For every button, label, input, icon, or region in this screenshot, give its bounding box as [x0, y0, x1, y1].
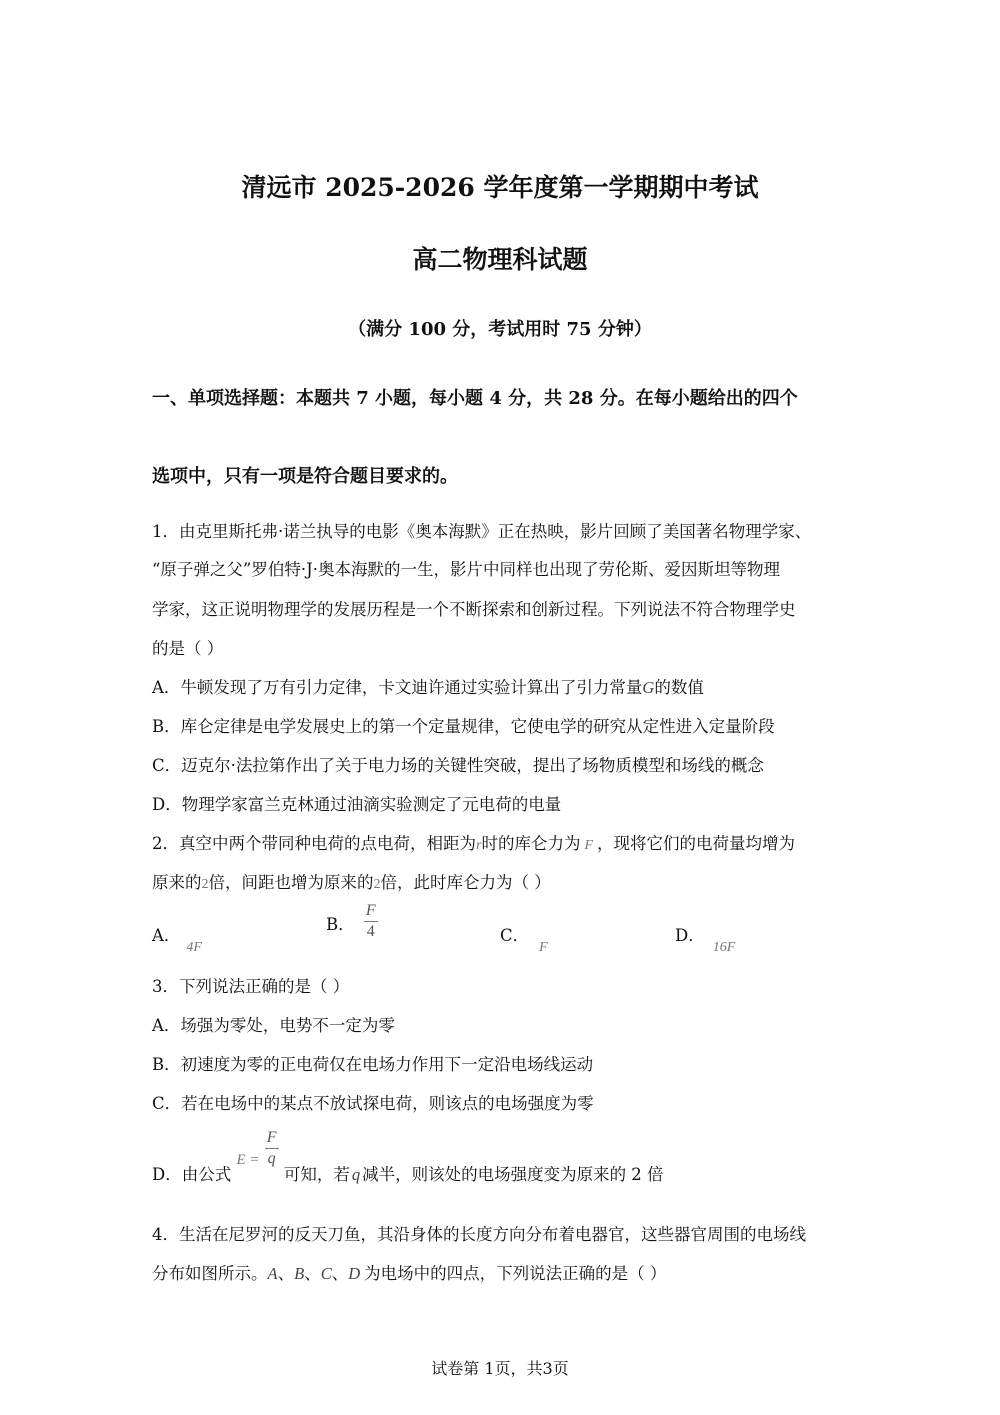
q2-text-f: 倍，此时库仑力为（ ） — [380, 873, 551, 892]
q1-option-b: B．库仑定律是电学发展史上的第一个定量规律，它使电学的研究从定性进入定量阶段 — [152, 717, 775, 736]
q3-option-d-mid: 可知，若 — [283, 1165, 350, 1184]
q4-point-D: D — [348, 1264, 361, 1283]
q4-point-B: B — [294, 1264, 305, 1283]
q4-sep-1: 、 — [277, 1264, 295, 1283]
q4-line1: 4．生活在尼罗河的反天刀鱼，其沿身体的长度方向分布着电器官，这些器官周围的电场线 — [152, 1225, 806, 1244]
q3-formula-fraction — [265, 1128, 279, 1169]
q1-option-c: C．迈克尔·法拉第作出了关于电力场的关键性突破，提出了场物质模型和场线的概念 — [152, 756, 764, 775]
q3-option-a: A．场强为零处，电势不一定为零 — [152, 1016, 395, 1035]
exam-title: 清远市 2025-2026 学年度第一学期期中考试 — [241, 173, 759, 202]
q3-formula-numerator: F — [265, 1128, 279, 1149]
q1-option-a-symbol: G — [642, 678, 655, 697]
q1-line2: “原子弹之父”罗伯特·J·奥本海默的一生，影片中同样也出现了劳伦斯、爱因斯坦等物理 — [152, 560, 780, 579]
q2-line2 — [152, 869, 551, 893]
q2-option-d-value: 16F — [712, 940, 736, 955]
page-footer: 试卷第 1页，共3页 — [431, 1359, 569, 1378]
q2-number-2: 2 — [373, 877, 381, 892]
q2-option-a — [152, 922, 202, 955]
q2-option-c — [500, 922, 548, 955]
q2-option-b-denominator: 4 — [366, 923, 375, 940]
q3-symbol-q: q — [351, 1165, 361, 1184]
q3-option-d-text: D．由公式 — [152, 1165, 232, 1184]
q2-option-d-label: D． — [675, 926, 705, 945]
q4-point-C: C — [320, 1264, 332, 1283]
q2-text-c: ，现将它们的电荷量均增为 — [597, 834, 796, 853]
section-heading-line2: 选项中，只有一项是符合题目要求的。 — [152, 466, 458, 487]
q4-line2 — [152, 1260, 666, 1284]
q1-line3: 学家，这正说明物理学的发展历程是一个不断探索和创新过程。下列说法不符合物理学史 — [152, 600, 796, 619]
q3-formula-lhs: E = — [236, 1152, 260, 1168]
q3-option-d-tail: 减半，则该处的电场强度变为原来的 2 倍 — [362, 1165, 664, 1184]
q2-symbol-F: F — [584, 838, 594, 853]
q2-number-1: 2 — [201, 877, 209, 892]
q1-line1: 1．由克里斯托弗·诺兰执导的电影《奥本海默》正在热映，影片回顾了美国著名物理学家、 — [152, 522, 812, 541]
q2-option-c-label: C． — [500, 926, 530, 945]
q2-symbol-r: r — [476, 838, 482, 853]
q2-text-d: 原来的 — [152, 873, 202, 892]
q1-option-a — [152, 674, 704, 698]
q3-formula-denominator: q — [267, 1150, 276, 1167]
q3-option-d — [152, 1126, 664, 1184]
q3-stem: 3．下列说法正确的是（ ） — [152, 977, 350, 996]
q2-option-b-numerator: F — [364, 901, 378, 922]
q3-option-b: B．初速度为零的正电荷仅在电场力作用下一定沿电场线运动 — [152, 1055, 594, 1074]
q2-option-b — [326, 902, 378, 946]
q2-option-b-fraction — [364, 901, 378, 942]
exam-subtitle: 高二物理科试题 — [412, 245, 588, 274]
q1-option-a-text: A．牛顿发现了万有引力定律，卡文迪许通过实验计算出了引力常量 — [152, 678, 643, 697]
q2-option-c-value: F — [539, 940, 548, 955]
q2-option-b-label: B． — [326, 915, 355, 934]
q2-option-d — [675, 922, 736, 955]
q4-sep-3: 、 — [331, 1264, 349, 1283]
q1-option-d: D．物理学家富兰克林通过油滴实验测定了元电荷的电量 — [152, 795, 562, 814]
q4-point-A: A — [267, 1264, 278, 1283]
q2-line1 — [152, 830, 795, 854]
q2-text-a: 2．真空中两个带同种电荷的点电荷，相距为 — [152, 834, 476, 853]
q4-text-a: 分布如图所示。 — [152, 1264, 268, 1283]
q4-sep-2: 、 — [304, 1264, 321, 1283]
section-heading-line1: 一、单项选择题：本题共 7 小题，每小题 4 分，共 28 分。在每小题给出的四个 — [152, 388, 798, 409]
q4-text-b: 为电场中的四点，下列说法正确的是（ ） — [364, 1264, 667, 1283]
q1-line4: 的是（ ） — [152, 639, 224, 658]
exam-note: （满分 100 分，考试用时 75 分钟） — [348, 319, 652, 340]
q1-option-a-tail: 的数值 — [654, 678, 704, 697]
q2-option-a-label: A． — [152, 926, 181, 945]
q3-option-c: C．若在电场中的某点不放试探电荷，则该点的电场强度为零 — [152, 1094, 594, 1113]
q2-option-a-value: 4F — [186, 940, 202, 955]
q2-text-b: 时的库仑力为 — [481, 834, 581, 853]
q2-text-e: 倍，间距也增为原来的 — [208, 873, 374, 892]
